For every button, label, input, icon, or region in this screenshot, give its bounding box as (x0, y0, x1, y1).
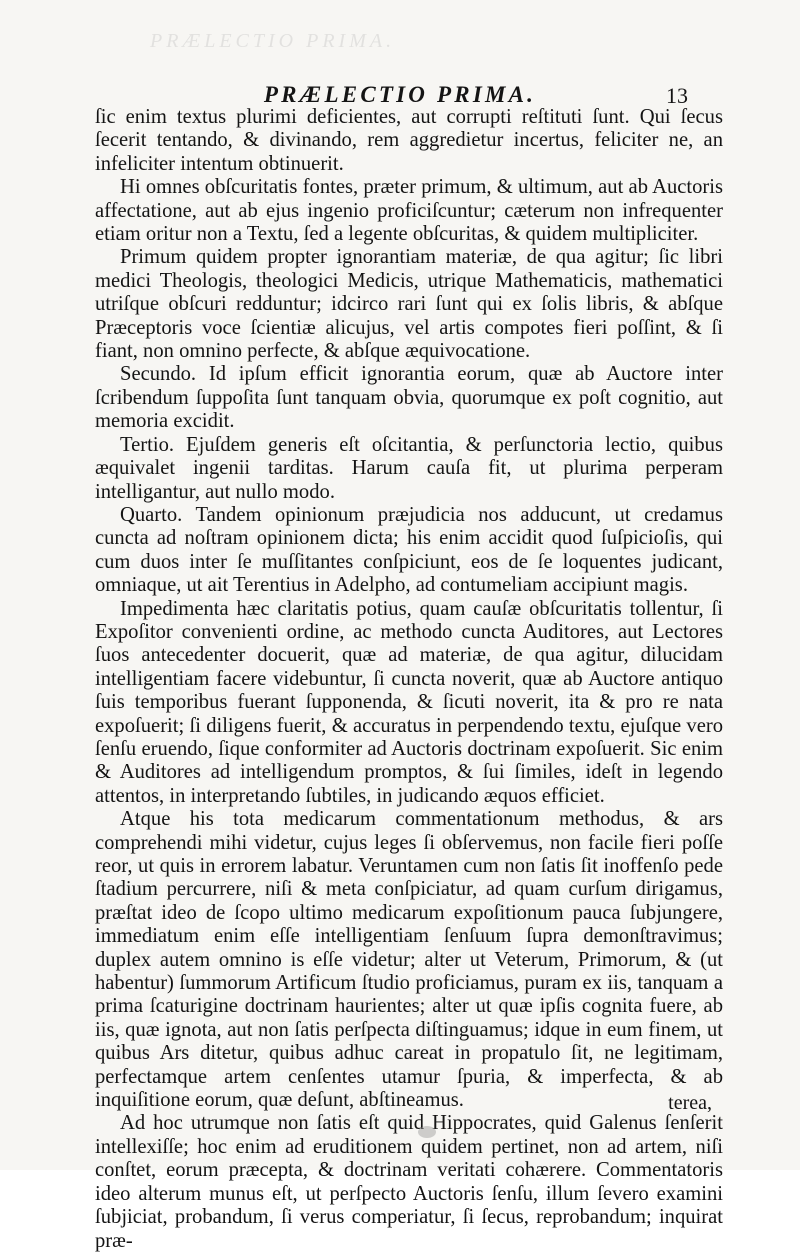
paragraph: Impedimenta hæc claritatis potius, quam cauſæ obſcuritatis tollentur, ſi Expoſitor convenienti ordine, ac methodo cuncta Auditores, aut Lectores ſuos antecedenter docuerit, quæ ad materiæ, de qua agitur, dilucidam intelligentiam facere videbuntur, ſi cuncta noverit, quæ ab Auctore antiquo ſuis temporibus fuerant ſupponenda, & ſicuti noverit, ita & pro re nata expoſuerit; ſi diligens fuerit, & accuratus in perpendendo textu, ejuſque vero ſenſu eruendo, ſique conformiter ad Auctoris doctrinam expoſuerit. Sic enim & Auditores ad intelligendum promptos, & ſui ſimiles, ideſt in legendo attentos, in interpretando ſubtiles, in judicando æquos efficiet. (95, 597, 723, 807)
paragraph: Primum quidem propter ignorantiam materiæ, de qua agitur; ſic libri medici Theologis, theologici Medicis, utrique Mathematicis, mathematici utriſque obſcuri redduntur; idcirco rari ſunt qui ex ſolis libris, & abſque Præceptoris voce ſcientiæ alicujus, vel artis compotes fieri poſſint, & ſi fiant, non omnino perfecte, & abſque æquivocatione. (95, 246, 723, 363)
catchword: terea, (668, 1092, 712, 1114)
paragraph: Quarto. Tandem opinionum præjudicia nos adducunt, ut credamus cuncta ad noſtram opinionem dicta; his enim accidit quod ſuſpicioſis, qui cum duos inter ſe muſſitantes conſpiciunt, eos de ſe loquentes judicant, omniaque, ut ait Terentius in Adelpho, ad contumeliam accipiunt magis. (95, 503, 723, 597)
paragraph: Atque his tota medicarum commentationum methodus, & ars comprehendi mihi videtur, cujus leges ſi obſervemus, non facile fieri poſſe reor, ut quis in errorem labatur. Veruntamen cum non ſatis ſit inoffenſo pede ſtadium percurrere, niſi & meta conſpiciatur, ad quam curſum dirigamus, præſtat ideo de ſcopo ultimo medicarum expoſitionum pauca ſubjungere, immediatum enim eſſe intelligentiam ſenſuum ſupra demonſtravimus; duplex autem omnino is eſſe videtur; alter ut Veterum, Primorum, & (ut habentur) ſummorum Artificum ſtudio proficiamus, puram ex iis, tanquam a prima ſcaturigine doctrinam haurientes; alter ut quæ ipſis cognita fuere, ab iis, quæ ignota, aut non ſatis perſpecta diſtinguamus; idque in eum finem, ut quibus Ars ditetur, quibus adhuc careat in propatulo ſit, ne legitimam, perfectamque artem cenſentes utamur ſpuria, & imperfecta, & ab inquiſitione eorum, quæ deſunt, abſtineamus. (95, 808, 723, 1112)
show-through-text: PRÆLECTIO PRIMA. (150, 30, 396, 52)
body-text (95, 106, 723, 1253)
paragraph: ſic enim textus plurimi deficientes, aut corrupti reſtituti ſunt. Qui ſecus ſecerit tentando, & divinando, rem aggredietur incertus, feliciter ne, an infeliciter intentum obtinuerit. (95, 106, 723, 175)
running-head: PRÆLECTIO PRIMA. (263, 82, 537, 107)
paragraph: Ad hoc utrumque non ſatis eſt quid Hippocrates, quid Galenus ſenſerit intellexiſſe; hoc enim ad eruditionem quidem pertinet, non ad artem, niſi conſtet, eorum præcepta, & doctrinam veritati cohærere. Commentatoris ideo alterum munus eſt, ut perſpecto Auctoris ſenſu, illum ſevero examini ſubjiciat, probandum, ſi verus comperiatur, ſi ſecus, reprobandum; inquirat præ- (95, 1112, 723, 1252)
ink-smudge (418, 1126, 436, 1138)
paragraph: Hi omnes obſcuritatis fontes, præter primum, & ultimum, aut ab Auctoris affectatione, aut ab ejus ingenio proficiſcuntur; cæterum non infrequenter etiam oritur non a Textu, ſed a legente obſcuritas, & quidem multipliciter. (95, 176, 723, 246)
paragraph: Tertio. Ejuſdem generis eſt oſcitantia, & perſunctoria lectio, quibus æquivalet ingenii tarditas. Harum cauſa fit, ut plurima perperam intelligantur, aut nullo modo. (95, 433, 723, 503)
page-number: 13 (666, 83, 688, 108)
paragraph: Secundo. Id ipſum efficit ignorantia eorum, quæ ab Auctore inter ſcribendum ſuppoſita ſunt tanquam obvia, quorumque ex poſt cognitio, aut memoria excidit. (95, 363, 723, 433)
